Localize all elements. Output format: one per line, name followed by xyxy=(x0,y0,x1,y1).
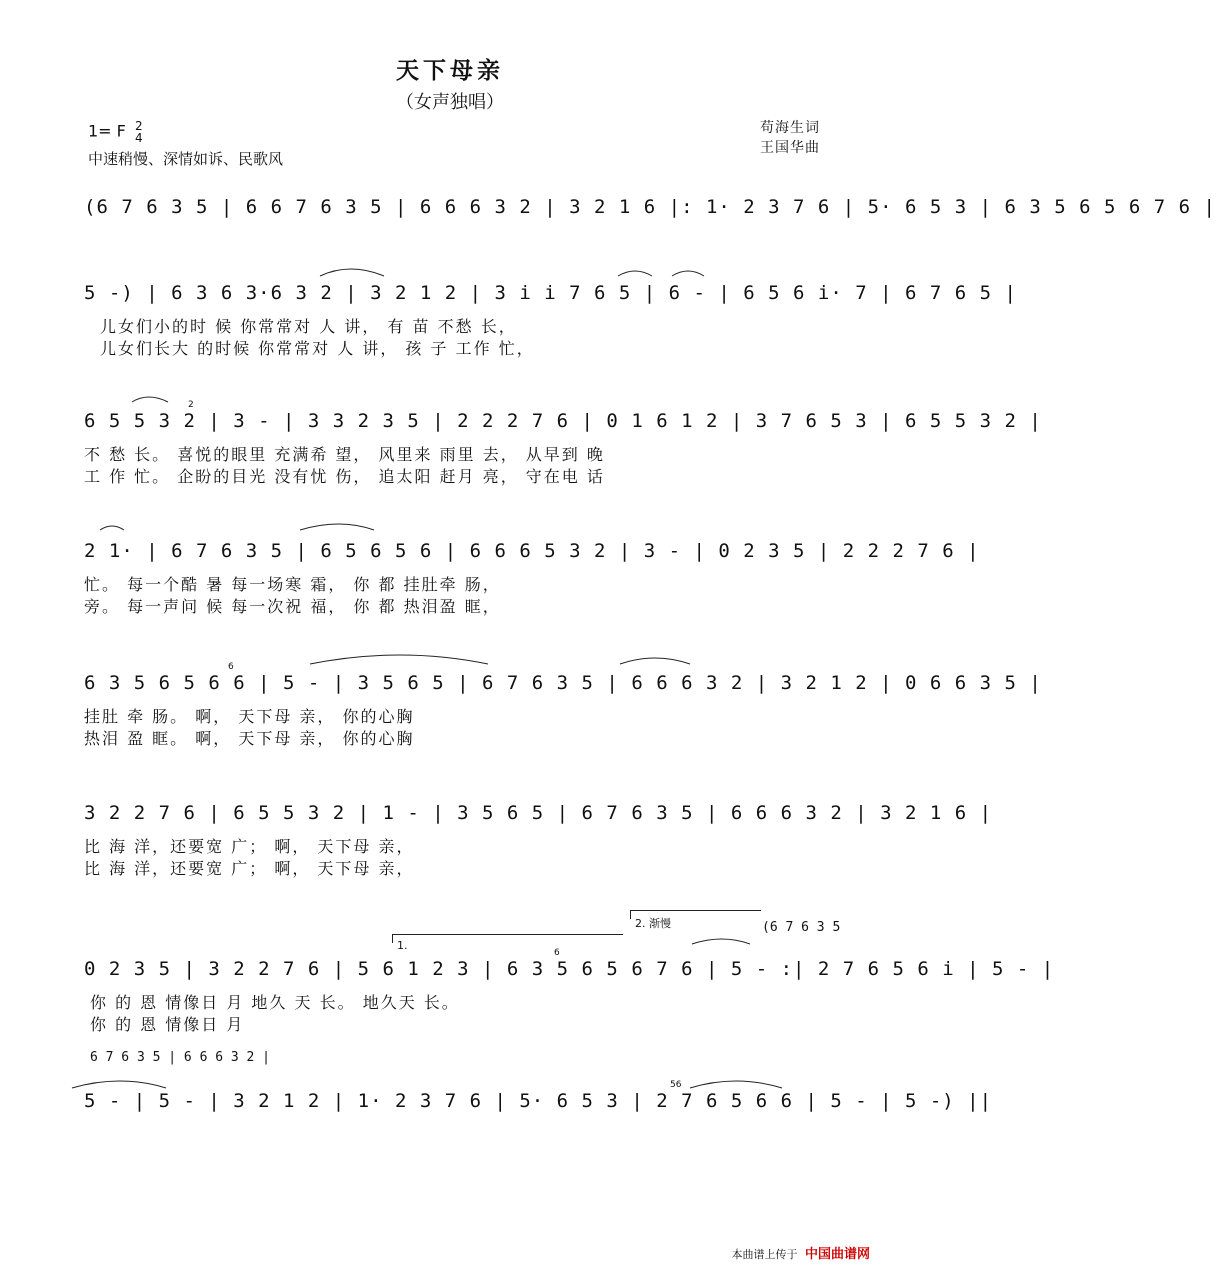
lyric-line-5-verse-2: 热泪 盈 眶。 啊， 天下母 亲， 你的心胸 xyxy=(84,729,415,748)
lyric-line-3-verse-1: 不 愁 长。 喜悦的眼里 充满希 望， 风里来 雨里 去， 从早到 晚 xyxy=(84,445,605,464)
small-notes-line-8: 6 7 6 3 5 | 6 6 6 3 2 | xyxy=(90,1050,271,1065)
lyricist: 苟海生词 xyxy=(760,120,820,136)
notes-line-8: 5 - | 5 - | 3 2 1 2 | 1· 2 3 7 6 | 5· 6 5 3 | 2 7 6 5 6 6 | 5 - | 5 -) || xyxy=(84,1090,993,1112)
second-ending-label: 2. 渐慢 xyxy=(635,917,671,930)
key-label: 1= F xyxy=(88,121,126,141)
lyric-line-2-verse-2: 儿女们长大 的时候 你常常对 人 讲， 孩 子 工作 忙， xyxy=(100,339,535,358)
composer: 王国华曲 xyxy=(760,140,820,156)
notes-line-1: (6 7 6 3 5 | 6 6 7 6 3 5 | 6 6 6 3 2 | 3 2 1 6 |: 1· 2 3 7 6 | 5· 6 5 3 | 6 3 5 6 5 6 7 6 | xyxy=(84,196,1216,218)
notes-line-5: 6 3 5 6 5 6 6 | 5 - | 3 5 6 5 | 6 7 6 3 5 | 6 6 6 3 2 | 3 2 1 2 | 0 6 6 3 5 | xyxy=(84,672,1042,694)
lyric-line-4-verse-1: 忙。 每一个酷 暑 每一场寒 霜， 你 都 挂肚牵 肠， xyxy=(84,575,501,594)
footer-text: 本曲谱上传于 xyxy=(731,1248,798,1261)
lyric-line-7-verse-2: 你 的 恩 情像日 月 xyxy=(90,1015,245,1034)
first-ending-label: 1. xyxy=(397,939,408,952)
notes-line-6: 3 2 2 7 6 | 6 5 5 3 2 | 1 - | 3 5 6 5 | 6 7 6 3 5 | 6 6 6 3 2 | 3 2 1 6 | xyxy=(84,802,993,824)
grace-note-line-7: 6 xyxy=(554,948,560,958)
notes-line-4: 2 1· | 6 7 6 3 5 | 6 5 6 5 6 | 6 6 6 5 3 2 | 3 - | 0 2 3 5 | 2 2 2 7 6 | xyxy=(84,540,980,562)
notes-line-7: 0 2 3 5 | 3 2 2 7 6 | 5 6 1 2 3 | 6 3 5 6 5 6 7 6 | 5 - :| 2 7 6 5 6 i | 5 - | xyxy=(84,958,1055,980)
site-logo[interactable]: 中国曲谱网 xyxy=(804,1247,870,1262)
song-subtitle: （女声独唱） xyxy=(396,92,504,113)
time-bottom: 4 xyxy=(134,131,143,145)
grace-note-line-5: 6 xyxy=(228,662,234,672)
lyric-line-5-verse-1: 挂肚 牵 肠。 啊， 天下母 亲， 你的心胸 xyxy=(84,707,415,726)
small-notes-line-7: (6 7 6 3 5 xyxy=(762,920,841,935)
time-top: 2 xyxy=(134,119,143,133)
grace-note-line-3: 2 xyxy=(188,400,194,410)
grace-note-line-8: 56 xyxy=(670,1080,682,1090)
footer-credit xyxy=(731,1243,870,1262)
song-title: 天下母亲 xyxy=(396,57,504,84)
notes-line-2: 5 -) | 6 3 6 3·6 3 2 | 3 2 1 2 | 3 i i 7 6 5 | 6 - | 6 5 6 i· 7 | 6 7 6 5 | xyxy=(84,282,1017,304)
notes-line-3: 6 5 5 3 2 | 3 - | 3 3 2 3 5 | 2 2 2 7 6 | 0 1 6 1 2 | 3 7 6 5 3 | 6 5 5 3 2 | xyxy=(84,410,1042,432)
lyric-line-4-verse-2: 旁。 每一声问 候 每一次祝 福， 你 都 热泪盈 眶， xyxy=(84,597,501,616)
lyric-line-2-verse-1: 儿女们小的时 候 你常常对 人 讲， 有 苗 不愁 长， xyxy=(100,317,517,336)
lyric-line-6-verse-2: 比 海 洋，还要宽 广； 啊， 天下母 亲， xyxy=(84,859,415,878)
lyric-line-6-verse-1: 比 海 洋，还要宽 广； 啊， 天下母 亲， xyxy=(84,837,415,856)
tempo-marking: 中速稍慢、深情如诉、民歌风 xyxy=(88,150,284,168)
lyric-line-3-verse-2: 工 作 忙。 企盼的目光 没有忧 伤， 追太阳 赶月 亮， 守在电 话 xyxy=(84,467,605,486)
lyric-line-7-verse-1: 你 的 恩 情像日 月 地久 天 长。 地久天 长。 xyxy=(90,993,460,1012)
